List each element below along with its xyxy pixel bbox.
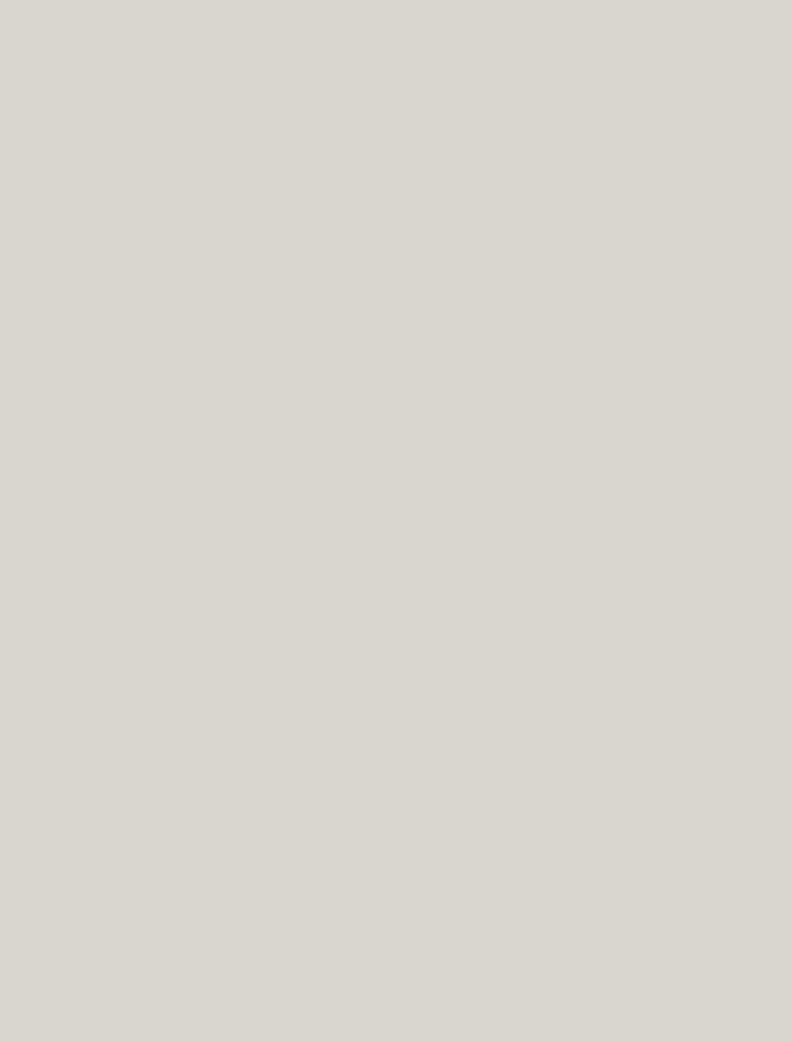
question-501: [30, 574, 34, 594]
question-496: [30, 334, 34, 354]
bottom-star-border: [0, 990, 792, 1042]
question-506: [30, 842, 34, 862]
question-502: [30, 640, 34, 660]
left-star-border: [0, 40, 52, 990]
question-507: [30, 904, 34, 924]
question-494: [30, 258, 34, 278]
question-504: [30, 718, 34, 738]
question-498: [30, 412, 34, 432]
question-499: [30, 474, 34, 494]
question-503: [30, 682, 34, 702]
question-505: [30, 758, 34, 778]
right-star-border: [740, 40, 792, 990]
question-500: [30, 512, 34, 532]
question-497: [30, 370, 34, 390]
question-492: [30, 130, 34, 150]
top-star-border: [0, 0, 792, 40]
question-493: [30, 192, 34, 212]
question-495: [30, 298, 34, 318]
question-508: [30, 950, 34, 970]
